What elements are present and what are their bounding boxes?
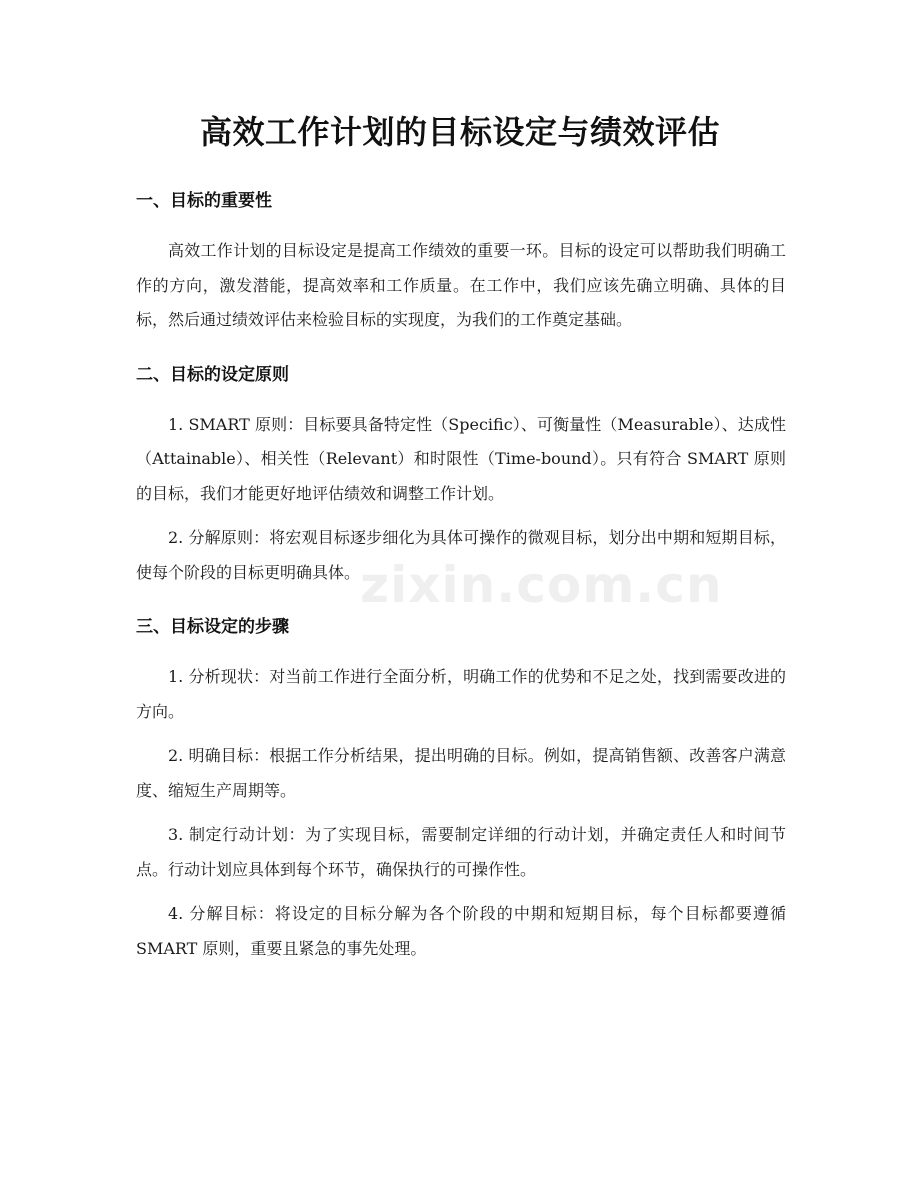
section-importance (136, 186, 786, 338)
paragraph: 3. 制定行动计划：为了实现目标，需要制定详细的行动计划，并确定责任人和时间节点。行动计划应具体到每个环节，确保执行的可操作性。 (136, 825, 786, 879)
document-title: 高效工作计划的目标设定与绩效评估 (199, 113, 720, 151)
section-heading: 一、目标的重要性 (136, 191, 272, 211)
paragraph: 高效工作计划的目标设定是提高工作绩效的重要一环。目标的设定可以帮助我们明确工作的方向，激发潜能，提高效率和工作质量。在工作中，我们应该先确立明确、具体的目标，然后通过绩效评估来检验目标的实现度，为我们的工作奠定基础。 (136, 241, 786, 329)
paragraph: 2. 分解原则：将宏观目标逐步细化为具体可操作的微观目标，划分出中期和短期目标，使每个阶段的目标更明确具体。 (136, 528, 786, 582)
paragraph: 4. 分解目标：将设定的目标分解为各个阶段的中期和短期目标，每个目标都要遵循 SMART 原则，重要且紧急的事先处理。 (136, 904, 786, 958)
document-body (136, 186, 786, 976)
section-steps (136, 612, 786, 966)
paragraph: 1. SMART 原则：目标要具备特定性（Specific）、可衡量性（Measurable）、达成性（Attainable）、相关性（Relevant）和时限性（Time-bound）。只有符合 SMART 原则的目标，我们才能更好地评估绩效和调整工作计划。 (136, 414, 786, 503)
paragraph: 2. 明确目标：根据工作分析结果，提出明确的目标。例如，提高销售额、改善客户满意度、缩短生产周期等。 (136, 746, 786, 800)
section-heading: 二、目标的设定原则 (136, 364, 289, 385)
paragraph: 1. 分析现状：对当前工作进行全面分析，明确工作的优势和不足之处，找到需要改进的方向。 (136, 667, 786, 721)
section-principles (136, 360, 786, 591)
section-heading: 三、目标设定的步骤 (136, 617, 289, 637)
watermark: zixin.com.cn (360, 556, 723, 614)
